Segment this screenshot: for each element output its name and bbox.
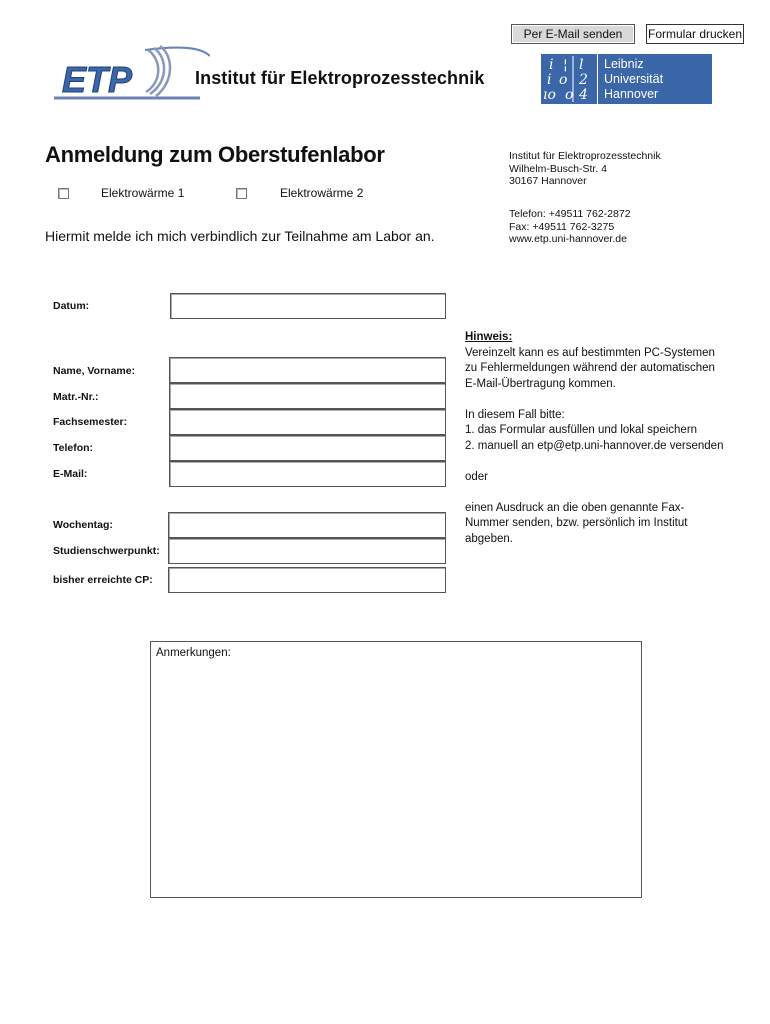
hint-title: Hinweis:	[465, 331, 513, 343]
etp-logo-text: ETP	[62, 59, 133, 100]
telefon-input[interactable]	[169, 435, 446, 461]
checkbox-elektrowaerme-2[interactable]	[236, 188, 247, 199]
form-title: Anmeldung zum Oberstufenlabor	[45, 142, 385, 167]
remarks-textarea[interactable]	[155, 666, 641, 896]
email-input[interactable]	[169, 461, 446, 487]
label-fachsemester: Fachsemester:	[53, 416, 128, 428]
hint-oder: oder	[465, 470, 489, 483]
institute-address: Institut für Elektroprozesstechnik Wilhelm-Busch-Str. 4 30167 Hannover	[509, 150, 661, 187]
wochentag-input[interactable]	[168, 512, 446, 538]
luh-logo-text: Leibniz Universität Hannover	[598, 54, 712, 104]
institute-contact: Telefon: +49511 762-2872 Fax: +49511 762-3275 www.etp.uni-hannover.de	[509, 208, 631, 245]
hint-note: Hinweis: Vereinzelt kann es auf bestimmten PC-Systemen zu Fehlermeldungen während der automatischen E-Mail-Übertragung kommen. In diesem Fall bitte: 1. das Formular ausfüllen und lokal speichern 2. manuell an etp@etp.uni-hannover.de versenden oder einen Ausdruck an die oben genannte Fax- Nummer senden, bzw. persönlich im Institut abgeben.	[465, 330, 755, 547]
datum-input[interactable]	[170, 293, 446, 319]
institute-title: Institut für Elektroprozesstechnik	[195, 68, 485, 88]
fachsemester-input[interactable]	[169, 409, 446, 435]
print-form-button[interactable]: Formular drucken	[646, 24, 744, 44]
svg-text:l: l	[579, 57, 584, 73]
label-wochentag: Wochentag:	[53, 519, 113, 531]
label-name: Name, Vorname:	[53, 365, 136, 377]
svg-text:o: o	[565, 87, 574, 103]
label-studienschwerpunkt: Studienschwerpunkt:	[53, 545, 160, 557]
label-telefon: Telefon:	[53, 442, 94, 454]
name-input[interactable]	[169, 357, 446, 383]
label-matr: Matr.-Nr.:	[53, 391, 99, 403]
svg-text:¦: ¦	[563, 57, 568, 73]
option-label-elektrowaerme-1: Elektrowärme 1	[101, 186, 185, 200]
studienschwerpunkt-input[interactable]	[168, 538, 446, 564]
checkbox-elektrowaerme-1[interactable]	[58, 188, 69, 199]
cp-input[interactable]	[168, 567, 446, 593]
etp-logo	[50, 42, 210, 114]
matr-input[interactable]	[169, 383, 446, 409]
svg-text:2: 2	[579, 72, 588, 88]
label-cp: bisher erreichte CP:	[53, 574, 153, 586]
intro-text: Hiermit melde ich mich verbindlich zur Teilnahme am Labor an.	[45, 228, 435, 244]
remarks-label: Anmerkungen:	[156, 647, 231, 659]
luh-logo-mark	[541, 54, 597, 104]
svg-text:o: o	[559, 72, 568, 88]
option-label-elektrowaerme-2: Elektrowärme 2	[280, 186, 364, 200]
send-email-button[interactable]: Per E-Mail senden	[511, 24, 635, 44]
label-datum: Datum:	[53, 300, 90, 312]
svg-text:i: i	[547, 72, 552, 88]
svg-text:ıo: ıo	[543, 87, 556, 103]
remarks-box[interactable]	[150, 641, 642, 898]
svg-text:4: 4	[579, 87, 588, 103]
label-email: E-Mail:	[53, 468, 88, 480]
svg-text:i: i	[549, 57, 554, 73]
